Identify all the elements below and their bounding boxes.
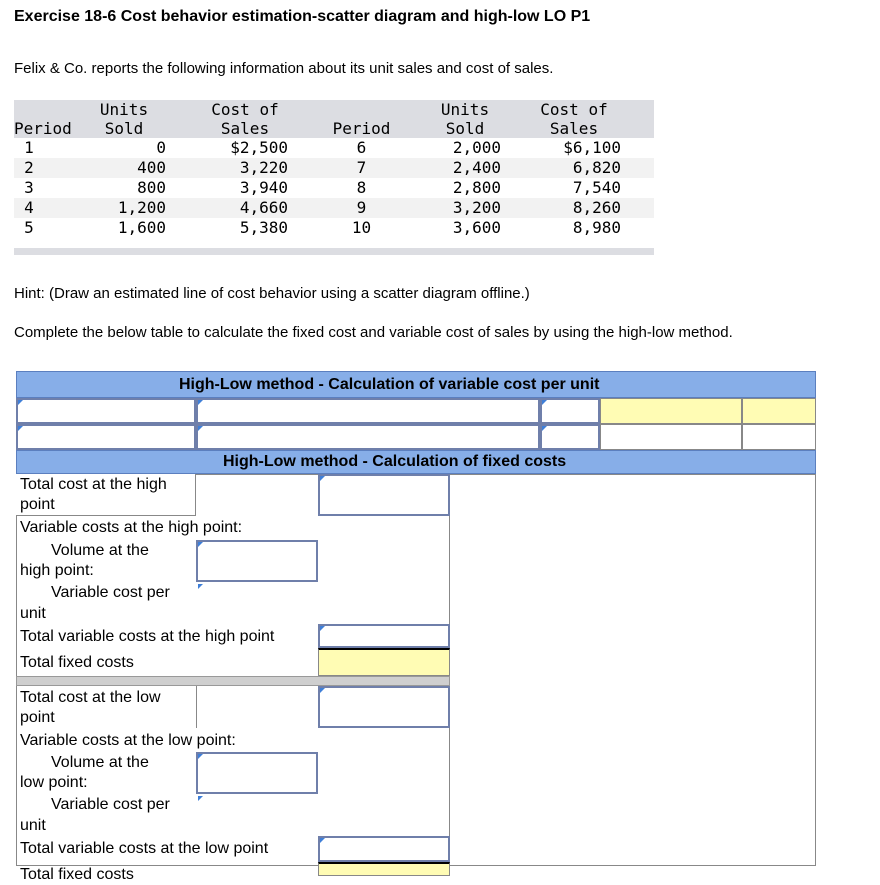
total-variable-high-input[interactable]	[318, 624, 450, 648]
col-cost-of-sales: Cost of Sales	[166, 100, 294, 138]
total-variable-low-input[interactable]	[318, 836, 450, 862]
total-cost-high-label: Total cost at the high point	[20, 476, 167, 513]
fixed-cost-header: High-Low method - Calculation of fixed costs	[16, 450, 816, 474]
variable-costs-low-label: Variable costs at the low point:	[20, 732, 236, 749]
hint-text: Hint: (Draw an estimated line of cost behavior using a scatter diagram offline.)	[14, 285, 530, 302]
unit-sales-table	[14, 100, 654, 255]
intro-text: Felix & Co. reports the following information about its unit sales and cost of sales.	[14, 60, 554, 77]
vcpu-low-label: Variable cost per	[51, 796, 170, 813]
variable-value-input-1[interactable]	[540, 398, 600, 424]
volume-low-label: Volume at the	[51, 754, 149, 771]
variable-result-unit-2[interactable]	[742, 424, 816, 450]
variable-value-input-2[interactable]	[540, 424, 600, 450]
table-row: 2 400 3,220 7 2,400 6,820	[14, 158, 654, 178]
table-row: 5 1,600 5,380 10 3,600 8,980	[24, 218, 621, 237]
table-header-row	[14, 100, 654, 138]
volume-low-label-2: low point:	[20, 774, 88, 791]
variable-description-input-1[interactable]	[196, 398, 540, 424]
total-cost-low-input[interactable]	[318, 686, 450, 728]
col-units-sold: Units Sold	[82, 100, 166, 138]
vcpu-high-label-2: unit	[20, 605, 46, 622]
total-fixed-low-result[interactable]	[318, 862, 450, 876]
variable-costs-high-label: Variable costs at the high point:	[20, 519, 243, 536]
col-cost-of-sales-2: Cost of Sales	[501, 100, 621, 138]
variable-label-input-2[interactable]	[16, 424, 196, 450]
volume-low-input[interactable]	[196, 752, 318, 794]
volume-high-label: Volume at the	[51, 542, 149, 559]
table-row: 4 1,200 4,660 9 3,200 8,260	[14, 198, 654, 218]
instruction-text: Complete the below table to calculate the fixed cost and variable cost of sales by using the high-low method.	[14, 324, 733, 341]
variable-description-input-2[interactable]	[196, 424, 540, 450]
total-fixed-low-label: Total fixed costs	[20, 866, 134, 883]
col-period: Period	[14, 100, 82, 138]
table-row: 1 0 $2,500 6 2,000 $6,100	[24, 138, 621, 157]
variable-label-input-1[interactable]	[16, 398, 196, 424]
section-separator	[16, 676, 450, 686]
total-variable-low-label: Total variable costs at the low point	[20, 840, 269, 857]
table-footer-bar	[14, 248, 654, 255]
vcpu-low-input[interactable]	[196, 794, 318, 836]
total-fixed-high-result[interactable]	[318, 648, 450, 676]
col-period-2: Period	[294, 100, 409, 138]
variable-result-cell-1[interactable]	[600, 398, 742, 424]
variable-result-unit-1[interactable]	[742, 398, 816, 424]
volume-high-label-2: high point:	[20, 562, 94, 579]
volume-high-input[interactable]	[196, 540, 318, 582]
vcpu-low-label-2: unit	[20, 817, 46, 834]
col-units-sold-2: Units Sold	[409, 100, 501, 138]
variable-result-cell-2[interactable]	[600, 424, 742, 450]
vcpu-high-label: Variable cost per	[51, 584, 170, 601]
total-cost-high-input[interactable]	[318, 474, 450, 516]
exercise-title: Exercise 18-6 Cost behavior estimation-scatter diagram and high-low LO P1	[14, 8, 591, 25]
vcpu-high-input[interactable]	[196, 582, 318, 624]
variable-cost-header: High-Low method - Calculation of variable cost per unit	[16, 371, 816, 398]
total-cost-low-label: Total cost at the low point	[20, 689, 161, 726]
total-fixed-high-label: Total fixed costs	[20, 654, 134, 671]
total-variable-high-label: Total variable costs at the high point	[20, 628, 275, 645]
table-row: 3 800 3,940 8 2,800 7,540	[24, 178, 621, 197]
